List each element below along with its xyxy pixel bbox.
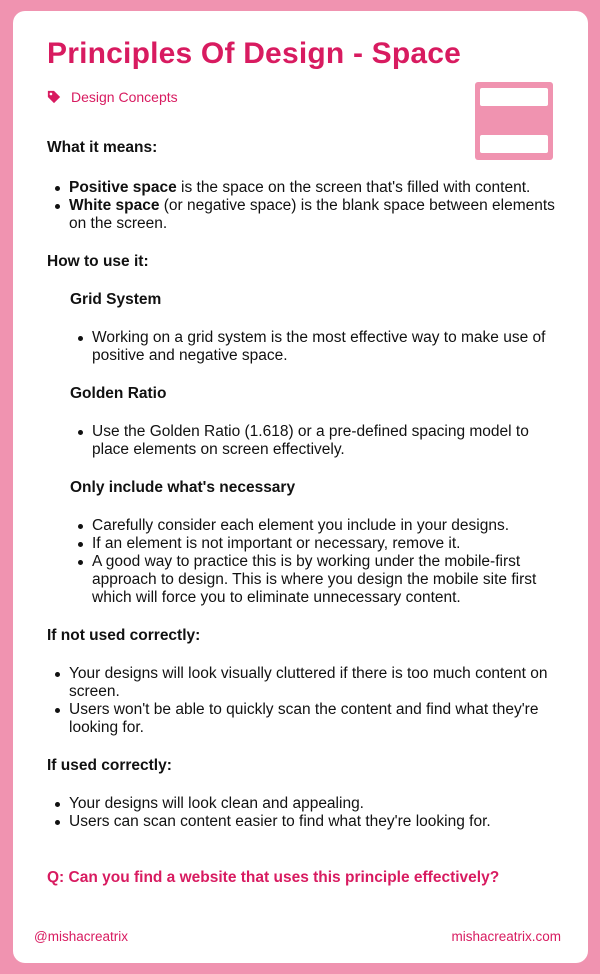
list-item: Working on a grid system is the most effective way to make use of positive and negative space.: [47, 329, 557, 365]
subheading-only-necessary: Only include what's necessary: [70, 479, 296, 496]
golden-ratio-list: [47, 423, 557, 459]
discussion-question: Q: Can you find a website that uses this principle effectively?: [47, 869, 500, 886]
list-item: Carefully consider each element you include in your designs.: [47, 517, 557, 535]
not-used-list: [47, 665, 557, 737]
card: [13, 11, 588, 963]
list-item: Users can scan content easier to find what they're looking for.: [47, 813, 557, 831]
section-heading-used: If used correctly:: [47, 757, 172, 774]
only-necessary-list: [47, 517, 557, 607]
subheading-grid-system: Grid System: [70, 291, 162, 308]
tag-icon: [47, 90, 61, 104]
list-item: Positive space is the space on the screen that's filled with content.: [47, 179, 557, 197]
subheading-golden-ratio: Golden Ratio: [70, 385, 167, 402]
list-item: A good way to practice this is by working under the mobile-first approach to design. This is where you design the mobile site first which will force you to eliminate unnecessary content.: [47, 553, 557, 607]
list-item: Users won't be able to quickly scan the content and find what they're looking for.: [47, 701, 557, 737]
grid-system-list: [47, 329, 557, 365]
category-label: Design Concepts: [71, 89, 178, 105]
list-item: If an element is not important or necessary, remove it.: [47, 535, 557, 553]
page-title: Principles Of Design - Space: [47, 37, 462, 70]
section-heading-not-used: If not used correctly:: [47, 627, 201, 644]
layout-bar-top: [480, 88, 548, 106]
list-item: Your designs will look visually cluttered if there is too much content on screen.: [47, 665, 557, 701]
what-it-means-list: [47, 179, 557, 233]
list-item: Your designs will look clean and appealing.: [47, 795, 557, 813]
list-item: White space (or negative space) is the blank space between elements on the screen.: [47, 197, 557, 233]
used-list: [47, 795, 557, 831]
content: [47, 139, 557, 831]
footer-handle-link[interactable]: @mishacreatrix: [34, 929, 128, 944]
footer-website-link[interactable]: mishacreatrix.com: [451, 929, 561, 944]
section-heading-how-to-use: How to use it:: [47, 253, 149, 270]
section-heading-what-it-means: What it means:: [47, 139, 158, 156]
category-tag[interactable]: [47, 89, 178, 105]
list-item: Use the Golden Ratio (1.618) or a pre-defined spacing model to place elements on screen effectively.: [47, 423, 557, 459]
